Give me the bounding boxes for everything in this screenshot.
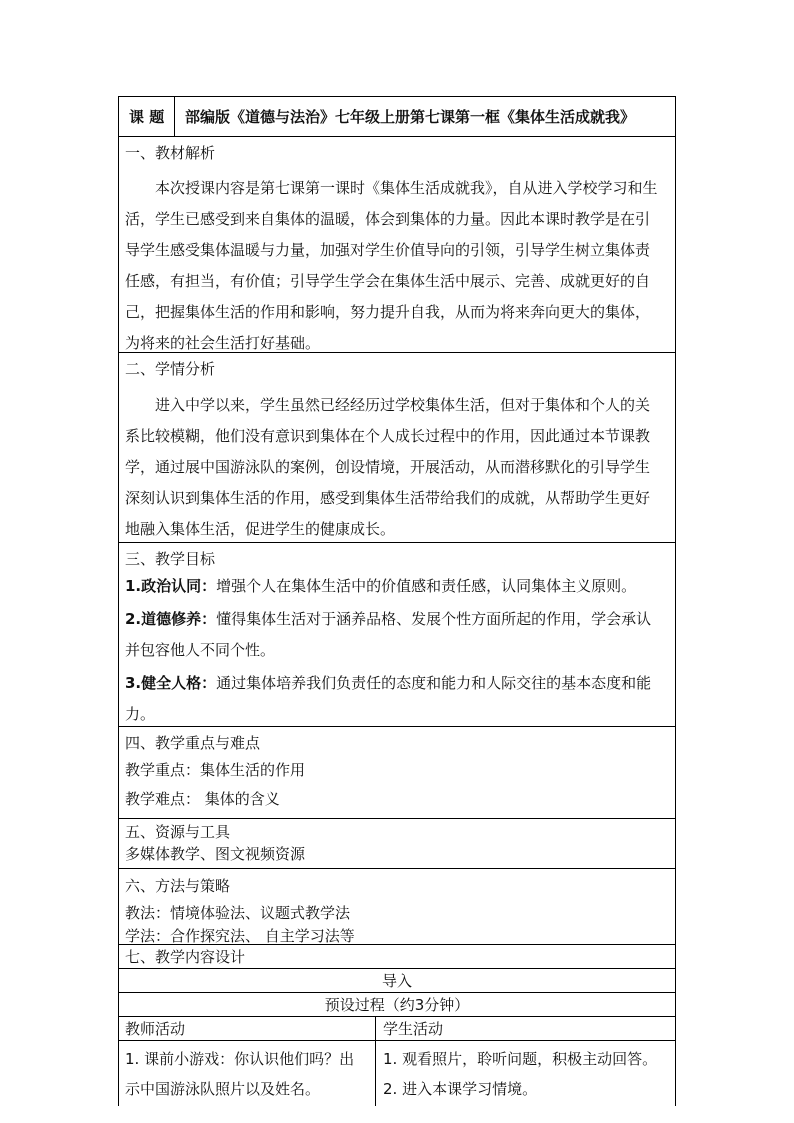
lesson-title: 部编版《道德与法治》七年级上册第七课第一框《集体生活成就我》 [185, 108, 636, 126]
resources-text: 多媒体教学、图文视频资源 [125, 845, 306, 863]
student-header: 学生活动 [383, 1020, 444, 1038]
goal-text: 懂得集体生活对于涵养品格、发展个性方面所起的作用，学会承认 [216, 610, 652, 628]
paragraph-line: 进入中学以来，学生虽然已经经历过学校集体生活，但对于集体和个人的关 [155, 396, 651, 414]
process-row [119, 992, 675, 1016]
teacher-activity-line: 示中国游泳队照片以及姓名。 [125, 1080, 321, 1098]
section-methods [119, 868, 675, 944]
paragraph-line: 深刻认识到集体生活的作用，感受到集体生活带给我们的成就，从帮助学生更好 [125, 489, 651, 507]
section-heading: 六、方法与策略 [125, 877, 231, 895]
section-material-analysis [119, 136, 675, 352]
goal-line [125, 609, 651, 629]
goal-label: 3.健全人格： [125, 674, 217, 692]
section-design [119, 944, 675, 968]
section-student-analysis [119, 352, 675, 542]
activity-header-row [119, 1016, 675, 1040]
goal-text: 通过集体培养我们负责任的态度和能力和人际交往的基本态度和能 [216, 674, 652, 692]
lesson-plan-table [118, 96, 676, 1106]
difficulty: 教学难点： 集体的含义 [125, 790, 280, 808]
student-activity-line: 2. 进入本课学习情境。 [383, 1080, 538, 1098]
paragraph-line: 己，把握集体生活的作用和影响，努力提升自我，从而为将来奔向更大的集体， [125, 303, 651, 321]
student-activity-line: 1. 观看照片，聆听问题，积极主动回答。 [383, 1050, 658, 1068]
section-heading: 二、学情分析 [125, 360, 216, 378]
title-label: 课 题 [129, 108, 165, 126]
section-key-points [119, 726, 675, 818]
section-resources [119, 818, 675, 868]
intro-row [119, 968, 675, 992]
section-heading: 一、教材解析 [125, 144, 216, 162]
goal-text: 增强个人在集体生活中的价值感和责任感，认同集体主义原则。 [216, 577, 637, 595]
section-heading: 三、教学目标 [125, 550, 216, 568]
teacher-header: 教师活动 [125, 1020, 186, 1038]
learning-method: 学法：合作探究法、 自主学习法等 [125, 927, 355, 945]
paragraph-line: 为将来的社会生活打好基础。 [125, 334, 321, 352]
title-row [119, 96, 675, 136]
teaching-method: 教法：情境体验法、议题式教学法 [125, 904, 351, 922]
teacher-activity-line: 1. 课前小游戏：你认识他们吗？出 [125, 1050, 355, 1068]
goal-line [125, 673, 651, 693]
column-divider [375, 1041, 376, 1106]
key-point: 教学重点：集体生活的作用 [125, 761, 306, 779]
goal-line: 并包容他人不同个性。 [125, 641, 276, 659]
paragraph-line: 本次授课内容是第七课第一课时《集体生活成就我》，自从进入学校学习和生 [155, 179, 658, 197]
title-divider [174, 97, 175, 136]
activity-row [119, 1040, 675, 1106]
section-heading: 七、教学内容设计 [125, 948, 246, 966]
paragraph-line: 系比较模糊，他们没有意识到集体在个人成长过程中的作用，因此通过本节课教 [125, 427, 651, 445]
goal-label: 2.道德修养： [125, 610, 217, 628]
paragraph-line: 活，学生已感受到来自集体的温暖，体会到集体的力量。因此本课时教学是在引 [125, 210, 651, 228]
paragraph-line: 地融入集体生活，促进学生的健康成长。 [125, 520, 396, 538]
section-heading: 五、资源与工具 [125, 823, 231, 841]
column-divider [375, 1017, 376, 1040]
paragraph-line: 学，通过展中国游泳队的案例，创设情境，开展活动，从而潜移默化的引导学生 [125, 458, 651, 476]
paragraph-line: 导学生感受集体温暖与力量，加强对学生价值导向的引领，引导学生树立集体责 [125, 241, 651, 259]
intro-title: 导入 [381, 972, 412, 990]
paragraph-line: 任感，有担当，有价值；引导学生学会在集体生活中展示、完善、成就更好的自 [125, 272, 651, 290]
section-heading: 四、教学重点与难点 [125, 734, 261, 752]
goal-line: 力。 [125, 705, 156, 723]
process-title: 预设过程（约3分钟） [324, 996, 470, 1014]
goal-line [125, 576, 636, 596]
goal-label: 1.政治认同： [125, 577, 217, 595]
